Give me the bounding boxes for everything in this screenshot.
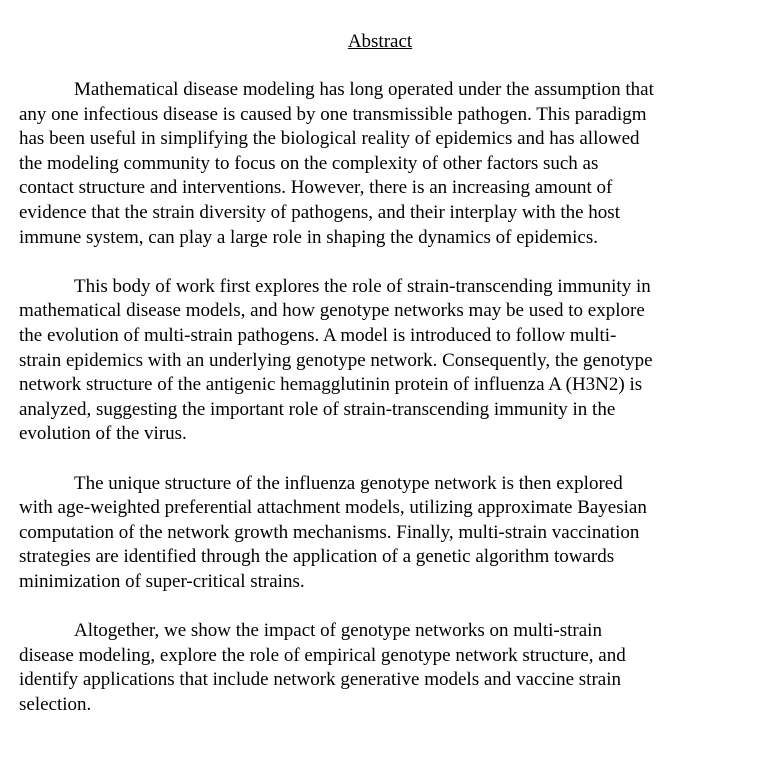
paragraph-line: any one infectious disease is caused by one transmissible pathogen. This paradigm (19, 103, 647, 125)
paragraph-line: strategies are identified through the application of a genetic algorithm towards (19, 546, 615, 568)
abstract-paragraph-2 (19, 275, 741, 447)
abstract-page (19, 30, 741, 742)
paragraph-line: the evolution of multi-strain pathogens. A model is introduced to follow multi- (19, 324, 617, 346)
paragraph-line: immune system, can play a large role in shaping the dynamics of epidemics. (19, 226, 598, 248)
paragraph-line: analyzed, suggesting the important role of strain-transcending immunity in the (19, 398, 616, 420)
paragraph-line: minimization of super-critical strains. (19, 570, 305, 592)
paragraph-line: strain epidemics with an underlying genotype network. Consequently, the genotype (19, 349, 653, 371)
paragraph-line: evolution of the virus. (19, 423, 187, 445)
paragraph-line: Mathematical disease modeling has long operated under the assumption that (74, 79, 654, 100)
paragraph-line: computation of the network growth mechanisms. Finally, multi-strain vaccination (19, 521, 640, 543)
paragraph-line: with age-weighted preferential attachment models, utilizing approximate Bayesian (19, 497, 647, 519)
paragraph-line: the modeling community to focus on the complexity of other factors such as (19, 152, 599, 174)
abstract-paragraph-3 (19, 472, 741, 595)
paragraph-line: contact structure and interventions. However, there is an increasing amount of (19, 177, 613, 199)
paragraph-line: disease modeling, explore the role of empirical genotype network structure, and (19, 644, 626, 666)
abstract-title: Abstract (347, 31, 413, 52)
paragraph-line: selection. (19, 693, 92, 715)
paragraph-line: identify applications that include network generative models and vaccine strain (19, 669, 621, 691)
paragraph-line: network structure of the antigenic hemagglutinin protein of influenza A (H3N2) is (19, 374, 643, 396)
paragraph-line: This body of work first explores the role of strain-transcending immunity in (74, 275, 651, 297)
abstract-paragraph-1 (19, 78, 741, 250)
paragraph-line: The unique structure of the influenza genotype network is then explored (74, 472, 623, 494)
paragraph-line: Altogether, we show the impact of genotype networks on multi-strain (74, 620, 602, 642)
paragraph-line: has been useful in simplifying the biological reality of epidemics and has allowed (19, 128, 640, 150)
paragraph-line: mathematical disease models, and how genotype networks may be used to explore (19, 300, 645, 322)
paragraph-line: evidence that the strain diversity of pathogens, and their interplay with the host (19, 201, 620, 223)
abstract-paragraph-4 (19, 619, 741, 717)
